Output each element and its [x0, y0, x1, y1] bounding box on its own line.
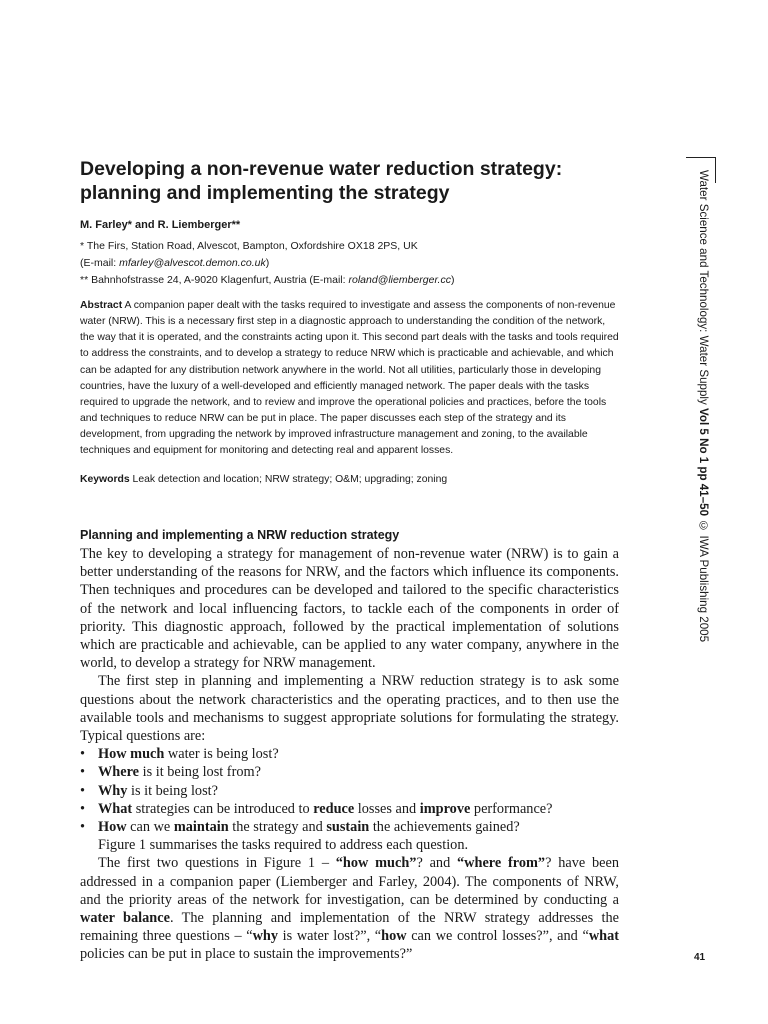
journal-sidebar: [697, 170, 710, 642]
keywords-text: Leak detection and location; NRW strategy; O&M; upgrading; zoning: [129, 474, 448, 485]
paragraph-2: The first step in planning and implementing a NRW reduction strategy is to ask some questions about the network characteristics and the operating practices, and to then use the available tools and mechanisms to suggest appropriate solutions for formulating the strategy. Typical questions are:: [80, 673, 619, 745]
paper-title: [80, 157, 640, 205]
page-number: 41: [694, 952, 706, 963]
question-keyword: improve: [419, 800, 471, 817]
question-text: the strategy and: [228, 819, 327, 836]
question-keyword: Why: [98, 782, 128, 799]
bold-run: why: [252, 928, 279, 945]
journal-volume: Vol 5 No 1 pp 41–50: [697, 408, 710, 517]
authors: M. Farley* and R. Liemberger**: [80, 219, 241, 231]
affiliation-1-email-line: [80, 255, 620, 272]
question-text: water is being lost?: [164, 746, 279, 763]
email-suffix-2: ): [450, 274, 455, 286]
question-text: the achievements gained?: [369, 819, 520, 836]
question-text: strategies can be introduced to: [132, 800, 314, 817]
question-keyword: What: [98, 800, 133, 817]
question-list: [80, 745, 619, 836]
question-text: losses and: [354, 800, 420, 817]
question-keyword: maintain: [173, 819, 229, 836]
email-suffix: ): [265, 257, 270, 269]
text-run: The first two questions in Figure 1 –: [98, 855, 336, 872]
question-keyword: How: [98, 819, 127, 836]
body-text: [80, 545, 619, 964]
email-liemberger: roland@liemberger.cc: [348, 274, 451, 286]
section-heading: Planning and implementing a NRW reduction strategy: [80, 528, 400, 542]
journal-publisher: © IWA Publishing 2005: [697, 516, 710, 643]
email-farley: mfarley@alvescot.demon.co.uk: [119, 257, 266, 269]
text-run: is water lost?”, “: [278, 928, 382, 945]
keywords: [80, 472, 622, 488]
list-item: [80, 763, 619, 781]
question-keyword: reduce: [313, 800, 355, 817]
bold-run: “where from”: [457, 855, 546, 872]
text-run: . The planning and implementation of the NRW strategy addresses the remaining three questions – “: [80, 910, 620, 945]
email-prefix: (E-mail:: [80, 257, 120, 269]
abstract-label: Abstract: [80, 300, 123, 311]
paragraph-4: [80, 854, 619, 963]
journal-name: Water Science and Technology: Water Supply: [697, 170, 710, 409]
sidebar-rule: [686, 157, 716, 158]
paragraph-3: Figure 1 summarises the tasks required to address each question.: [98, 837, 469, 854]
affiliations: [80, 238, 620, 289]
text-run: ? have been addressed in a companion paper (Liemberger and Farley, 2004). The components of NRW, and the priority areas of the network for investigation, can be determined by conducting a: [80, 855, 619, 908]
keywords-label: Keywords: [80, 474, 130, 485]
paragraph-1: The key to developing a strategy for management of non-revenue water (NRW) is to gain a better understanding of the reasons for NRW, and the factors which influence its components. Then techniques and procedures can be developed and tailored to the specific characteristics of the network and local influencing factors, to tackle each of the components in order of priority. This diagnostic approach, followed by the practical implementation of solutions which are practicable and achievable, can be applied to any water company, anywhere in the world, to develop a strategy for NRW management.: [80, 546, 619, 672]
question-text: can we: [126, 819, 174, 836]
bullet: •: [80, 782, 86, 799]
question-text: performance?: [470, 800, 553, 817]
text-run: ? and: [416, 855, 458, 872]
bullet: •: [80, 746, 86, 763]
question-keyword: sustain: [326, 819, 370, 836]
list-item: [80, 782, 619, 800]
affiliation-2-text: ** Bahnhofstrasse 24, A-9020 Klagenfurt, Austria (E-mail:: [80, 274, 349, 286]
bullet: •: [80, 819, 86, 836]
affiliation-1: * The Firs, Station Road, Alvescot, Bampton, Oxfordshire OX18 2PS, UK: [80, 240, 418, 252]
list-item: [80, 818, 619, 836]
text-run: can we control losses?”, and “: [406, 928, 589, 945]
text-run: policies can be put in place to sustain the improvements?”: [80, 946, 413, 963]
question-keyword: Where: [98, 764, 140, 781]
question-keyword: How much: [98, 746, 165, 763]
list-item: [80, 800, 619, 818]
title-line-2: planning and implementing the strategy: [80, 182, 450, 204]
abstract-text: A companion paper dealt with the tasks required to investigate and assess the components of non-revenue water (NRW). This is a necessary first step in a diagnostic approach to understanding the condition of the network, the way that it is operated, and the constraints acting upon it. This second part deals with the tasks and tools required to address the constraints, and to develop a strategy to reduce NRW which is practicable and achievable, and which can be adapted for any distribution network anywhere in the world. Not all utilities, particularly those in developing countries, have the luxury of a well-developed and efficiently managed network. The paper deals with the tasks required to upgrade the network, and to review and improve the operational policies and practices, before the tools and techniques to reduce NRW can be put in place. The paper discusses each step of the strategy and its development, from upgrading the network by improved infrastructure management and zoning, to the available techniques and equipment for monitoring and detecting real and apparent losses.: [80, 300, 619, 457]
bullet: •: [80, 800, 86, 817]
affiliation-2: [80, 272, 620, 289]
bold-run: water balance: [80, 910, 170, 927]
bold-run: “how much”: [335, 855, 417, 872]
bold-run: what: [588, 928, 619, 945]
sidebar-vertical-rule: [715, 157, 716, 183]
question-text: is it being lost?: [127, 782, 218, 799]
bullet: •: [80, 764, 86, 781]
title-line-1: Developing a non-revenue water reduction strategy:: [80, 158, 563, 180]
bold-run: how: [381, 928, 407, 945]
list-item: [80, 745, 619, 763]
question-text: is it being lost from?: [139, 764, 261, 781]
abstract: [80, 298, 622, 460]
